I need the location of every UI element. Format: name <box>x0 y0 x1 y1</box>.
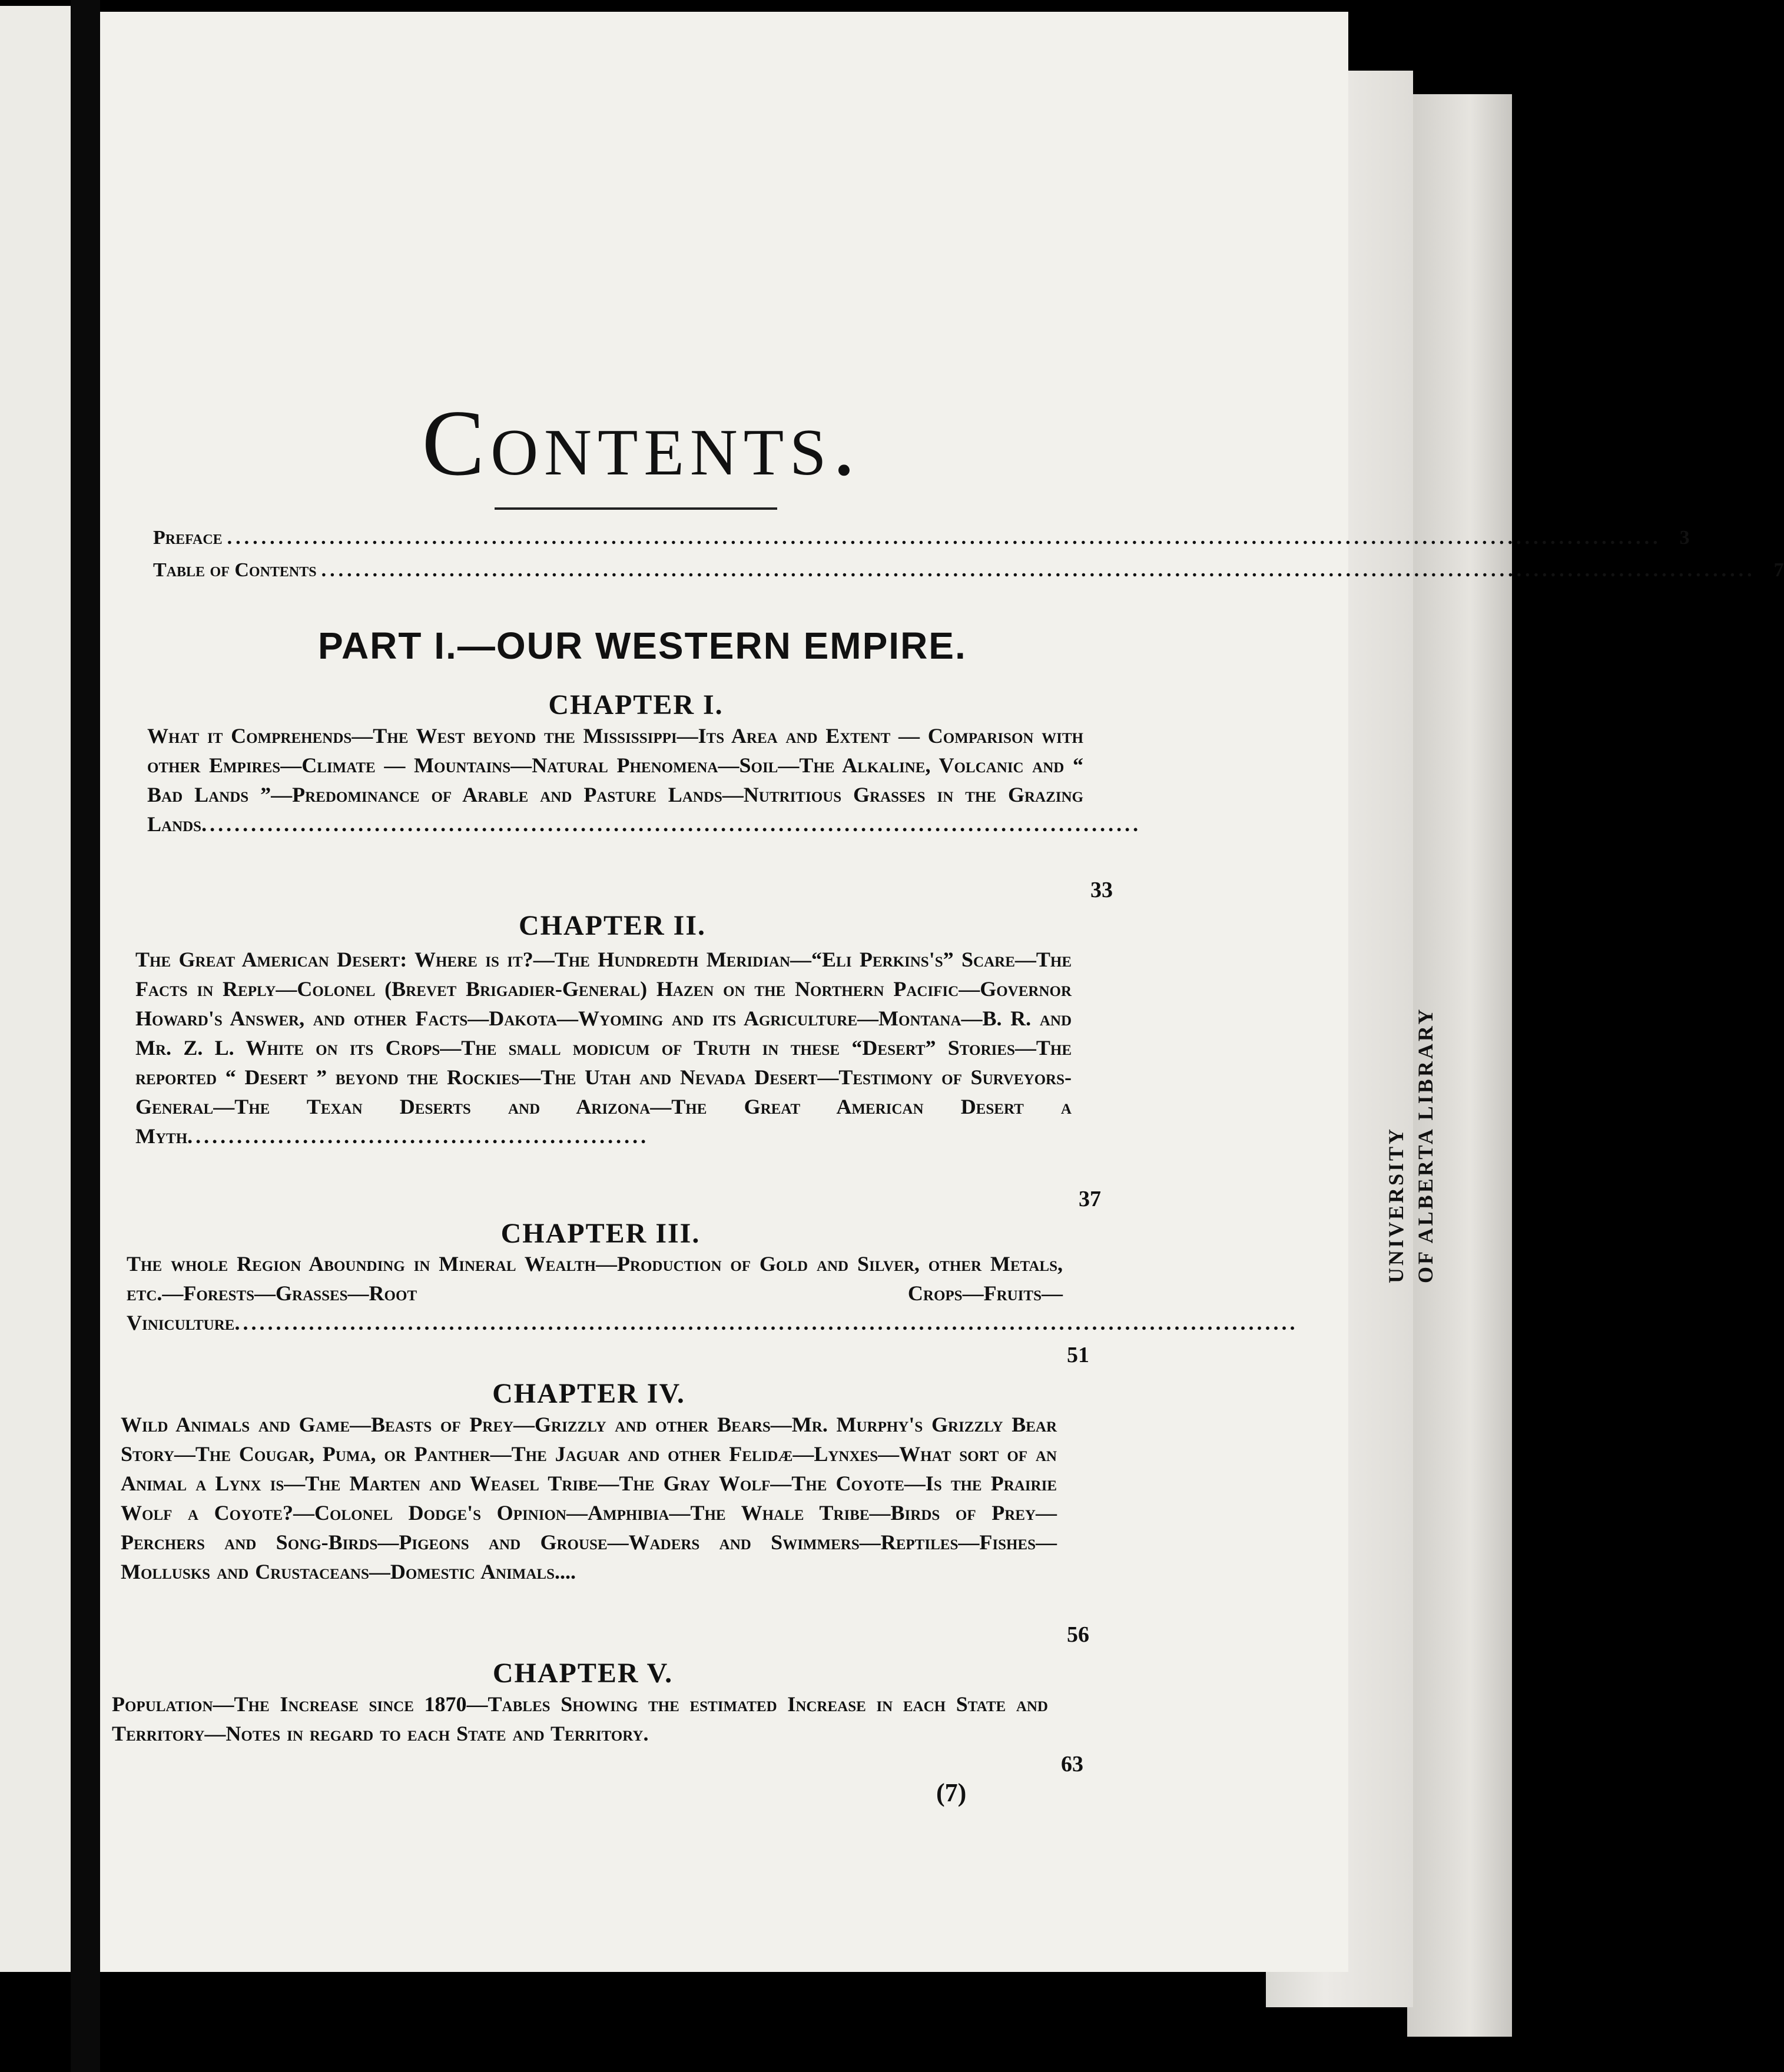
stamp-line-2: OF ALBERTA LIBRARY <box>1414 1007 1437 1283</box>
chapter-page: 63 <box>1061 1752 1083 1777</box>
chapter-summary <box>147 721 1142 839</box>
toc-entry-label: Preface <box>153 527 223 549</box>
page-title: Contents. <box>422 390 862 495</box>
part-heading: PART I.—OUR WESTERN EMPIRE. <box>318 625 967 667</box>
toc-entry-table-of-contents <box>153 559 1784 582</box>
toc-entry-page: 3 <box>1679 527 1690 549</box>
chapter-heading: CHAPTER II. <box>518 910 707 941</box>
leader-dots: ........................................................................................................................................................................ <box>321 559 1756 581</box>
chapter-summary-text: The Great American Desert: Where is it?—The Hundredth Meridian—“Eli Perkins's” Scare—The Facts in Reply—Colonel (Brevet Brigadier-General) Hazen on the Northern Pacific—Governor Howard's Answer, and other Facts—Dakota—Wyoming and its Agriculture—Montana—B. R. and Mr. Z. L. White on its Crops—The small modicum of Truth in these “Desert” Stories—The reported “ Desert ” beyond the Rockies—The Utah and Nevada Desert—Testimony of Surveyors-General—The Texan Deserts and Arizona—The Great American Desert a Myth <box>135 948 1072 1148</box>
page-number: (7) <box>936 1778 967 1807</box>
chapter-page: 51 <box>1067 1343 1089 1367</box>
chapter-heading: CHAPTER V. <box>492 1658 674 1689</box>
toc-entry-page: 7 <box>1773 559 1784 581</box>
chapter-page: 37 <box>1079 1187 1101 1211</box>
leader-dots: ........................................................ <box>187 1124 649 1148</box>
chapter-heading: CHAPTER I. <box>548 689 724 720</box>
chapter-summary-text: Wild Animals and Game—Beasts of Prey—Grizzly and other Bears—Mr. Murphy's Grizzly Bear Story—The Cougar, Puma, or Panther—The Jaguar and other Felidæ—Lynxes—What sort of an Animal a Lynx is—The Marten and Weasel Tribe—The Gray Wolf—The Coyote—Is the Prairie Wolf a Coyote?—Colonel Dodge's Opinion—Amphibia—The Whale Tribe—Birds of Prey—Perchers and Song-Birds—Pigeons and Grouse—Waders and Swimmers—Reptiles—Fishes—Mollusks and Crustaceans—Domestic Animals.... <box>121 1413 1057 1583</box>
chapter-summary <box>127 1249 1298 1337</box>
chapter-summary-text: Population—The Increase since 1870—Tables Showing the estimated Increase in each State and Territory—Notes in regard to each State and Territory. <box>112 1692 1048 1745</box>
chapter-page: 33 <box>1090 878 1113 902</box>
toc-entry-preface <box>153 527 1690 549</box>
chapter-summary <box>112 1689 1048 1748</box>
toc-entry-label: Table of Contents <box>153 559 317 581</box>
leader-dots: .................................................................................................................. <box>201 812 1142 836</box>
chapter-summary-text: The whole Region Abounding in Mineral Wealth—Production of Gold and Silver, other Metals, etc.—Forests—Grasses—Root Crops—Fruits—Viniculture <box>127 1252 1063 1334</box>
chapter-summary <box>121 1410 1057 1586</box>
leader-dots: ................................................................................................................................. <box>234 1311 1298 1334</box>
chapter-summary <box>135 945 1072 1151</box>
leader-dots: ........................................................................................................................................................................ <box>227 527 1662 549</box>
chapter-summary-text: What it Comprehends—The West beyond the Mississippi—Its Area and Extent — Comparison with other Empires—Climate — Mountains—Natural Phenomena—Soil—The Alkaline, Volcanic and “ Bad Lands ”—Predominance of Arable and Pasture Lands—Nutritious Grasses in the Grazing Lands <box>147 724 1083 836</box>
chapter-heading: CHAPTER IV. <box>492 1378 685 1409</box>
title-rule <box>495 507 777 510</box>
stamp-line-1: UNIVERSITY <box>1384 1126 1408 1283</box>
chapter-heading: CHAPTER III. <box>500 1218 701 1249</box>
chapter-page: 56 <box>1067 1622 1089 1647</box>
